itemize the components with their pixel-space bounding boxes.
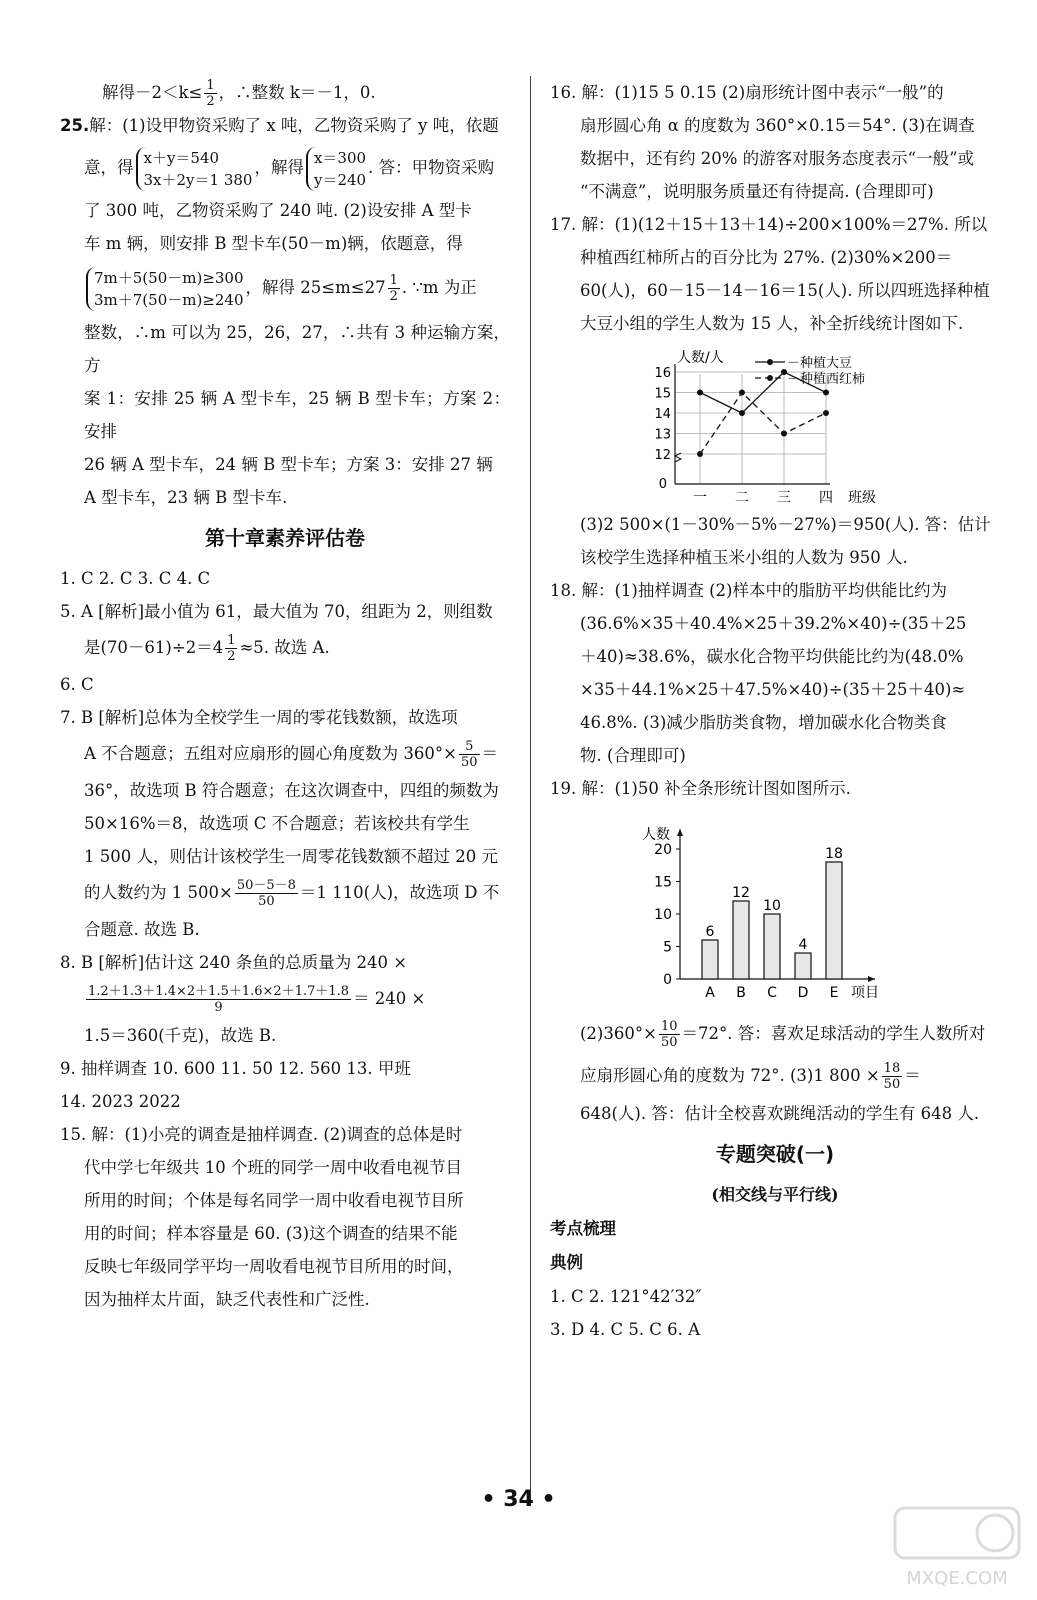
- text-line: 代中学七年级共 10 个班的同学一周中收看电视节目: [84, 1158, 462, 1177]
- text-line: 7. B [解析]总体为全校学生一周的零花钱数额，故选项: [60, 708, 458, 727]
- x-tick-label: A: [705, 985, 715, 1001]
- legend-label: －种植西红柿: [787, 372, 866, 387]
- bar: [826, 862, 842, 979]
- data-point: [823, 410, 829, 416]
- text-line: 60(人)，60－15－14－16＝15(人). 所以四班选择种植: [580, 281, 990, 300]
- x-tick-label: B: [736, 985, 746, 1001]
- bar: [733, 901, 749, 979]
- y-tick-label: 13: [654, 427, 671, 443]
- section-label: 典例: [550, 1253, 583, 1272]
- text-line: 应扇形圆心角的度数为 72°. (3)1 800 × $\frac{18}{50}$ ＝: [580, 1061, 921, 1092]
- answers-9-13: 9. 抽样调查 10. 600 11. 50 12. 560 13. 甲班: [60, 1059, 411, 1078]
- data-point: [697, 451, 703, 457]
- fraction: $\frac{1.2+1.3+1.4\times 2+1.5+1.6\times 2+1.7+1.8}{9}$: [88, 984, 350, 1015]
- answer-14: 14. 2023 2022: [60, 1092, 181, 1111]
- text-line: 16. 解：(1)15 5 0.15 (2)扇形统计图中表示“一般”的: [550, 83, 944, 102]
- text-line: $\frac{1.2+1.3+1.4\times 2+1.5+1.6\times 2+1.7+1.8}{9}$ ＝ 240 ×: [88, 984, 426, 1015]
- text-line: 26 辆 A 型卡车，24 辆 B 型卡车；方案 3：安排 27 辆: [84, 455, 493, 474]
- x-axis-label: 项目: [851, 985, 879, 1001]
- x-axis-label: 班级: [848, 490, 876, 504]
- fraction: $\frac{18}{50}$: [883, 1061, 901, 1092]
- data-point: [697, 390, 703, 396]
- fraction: $\frac{1}{2}$: [206, 78, 215, 109]
- text-line: 19. 解：(1)50 补全条形统计图如图所示.: [550, 779, 851, 798]
- fraction: $\frac{10}{50}$: [660, 1019, 678, 1050]
- right-column: [550, 76, 1000, 1346]
- text-line: “不满意”，说明服务质量还有待提高. (合理即可): [580, 182, 934, 201]
- text-line: ×35＋44.1%×25＋47.5%×40)÷(35＋25＋40)≈: [580, 680, 966, 699]
- text-line: 50×16%＝8，故选项 C 不合题意；若该校共有学生: [84, 814, 470, 833]
- text-line: 车 m 辆，则安排 B 型卡车(50－m)辆，依题意，得: [84, 234, 463, 253]
- x-tick-label: 三: [777, 490, 791, 504]
- data-point: [823, 390, 829, 396]
- bar: [795, 953, 811, 979]
- x-axis-arrow: [868, 976, 875, 982]
- answers-3-6: 3. D 4. C 5. C 6. A: [550, 1320, 701, 1339]
- equation-system: x＋y＝540 3x＋2y＝1 380: [136, 147, 253, 191]
- fraction: $\frac{1}{2}$: [227, 633, 236, 664]
- answer-6: 6. C: [60, 675, 94, 694]
- data-point: [781, 431, 787, 437]
- svg-text:MXQE.COM: MXQE.COM: [906, 1568, 1008, 1589]
- chapter-title: 第十章素养评估卷: [205, 526, 365, 550]
- text-line: 所用的时间；个体是每名同学一周中收看电视节目所: [84, 1191, 464, 1210]
- text-line: 该校学生选择种植玉米小组的人数为 950 人.: [580, 548, 908, 567]
- y-tick-label: 0: [663, 972, 672, 988]
- data-label: 10: [763, 898, 781, 914]
- legend-label: －种植大豆: [787, 356, 853, 371]
- x-tick-label: 二: [735, 490, 749, 504]
- text-line: 物. (合理即可): [580, 746, 686, 765]
- text-line: A 型卡车，23 辆 B 型卡车.: [84, 488, 288, 507]
- text-line: 种植西红柿所占的百分比为 27%. (2)30%×200＝: [580, 248, 953, 267]
- answers-1-2: 1. C 2. 121°42′32″: [550, 1287, 702, 1306]
- text-line: 1.5＝360(千克)，故选 B.: [84, 1026, 277, 1045]
- text-line: 46.8%. (3)减少脂肪类食物，增加碳水化合物类食: [580, 713, 947, 732]
- left-column: [60, 76, 510, 1316]
- text-line: 17. 解：(1)(12＋15＋13＋14)÷200×100%＝27%. 所以: [550, 215, 988, 234]
- text-line: 了 300 吨，乙物资采购了 240 吨. (2)设安排 A 型卡: [84, 201, 472, 220]
- equation-system: x＝300 y＝240: [306, 147, 366, 191]
- text-line: 5. A [解析]最小值为 61，最大值为 70，组距为 2，则组数: [60, 602, 493, 621]
- inequality-system: 7m＋5(50－m)≥300 3m＋7(50－m)≥240: [86, 267, 244, 311]
- text-line: 15. 解：(1)小亮的调查是抽样调查. (2)调查的总体是时: [60, 1125, 463, 1144]
- text-line: 扇形圆心角 α 的度数为 360°×0.15＝54°. (3)在调查: [580, 116, 975, 135]
- topic-subtitle: (相交线与平行线): [711, 1185, 839, 1204]
- y-axis-arrow: [677, 829, 683, 836]
- text-line: 数据中，还有约 20% 的游客对服务态度表示“一般”或: [580, 149, 975, 168]
- bar: [702, 940, 718, 979]
- legend-marker: [767, 375, 773, 381]
- page-number: • 34 •: [481, 1487, 556, 1512]
- text-line: 案 1：安排 25 辆 A 型卡车，25 辆 B 型卡车；方案 2：安排: [84, 389, 510, 441]
- text-line: 因为抽样太片面，缺乏代表性和广泛性.: [84, 1290, 370, 1309]
- text-line: 用的时间；样本容量是 60. (3)这个调查的结果不能: [84, 1224, 458, 1243]
- section-label: 考点梳理: [550, 1219, 616, 1238]
- fraction: $\frac{5}{50}$: [460, 739, 478, 770]
- text-line: 8. B [解析]估计这 240 条鱼的总质量为 240 ×: [60, 953, 408, 972]
- text-line: 648(人). 答：估计全校喜欢跳绳活动的学生有 648 人.: [580, 1104, 980, 1123]
- legend-marker: [767, 359, 773, 365]
- bar: [764, 914, 780, 979]
- y-axis-label: 人数/人: [677, 350, 724, 366]
- x-tick-label: 四: [819, 490, 833, 504]
- y-tick-label: 15: [654, 874, 672, 891]
- column-divider: [530, 76, 531, 1506]
- x-tick-label: E: [829, 985, 839, 1001]
- fraction: $\frac{50-5-8}{50}$: [236, 878, 296, 909]
- text-line: ＋40)≈38.6%，碳水化合物平均供能比约为(48.0%: [580, 647, 964, 666]
- watermark-logo-icon: [887, 1502, 1027, 1592]
- text-line: 的人数约为 1 500× $\frac{50-5-8}{50}$ ＝1 110(人)，故选项 D 不: [84, 878, 500, 909]
- y-tick-label: 14: [654, 407, 671, 422]
- text-line: 大豆小组的学生人数为 15 人，补全折线统计图如下.: [580, 314, 964, 333]
- x-tick-label: 一: [693, 490, 707, 504]
- text-line: 合题意. 故选 B.: [84, 920, 200, 939]
- y-tick-label: 5: [663, 939, 672, 956]
- y-tick-label: 20: [654, 842, 672, 858]
- line-chart: [635, 344, 915, 504]
- data-label: 6: [705, 924, 715, 940]
- data-label: 18: [825, 846, 843, 862]
- text-line: (2)360°× $\frac{10}{50}$ ＝72°. 答：喜欢足球活动的学生人数所对: [580, 1019, 986, 1050]
- x-tick-label: D: [797, 985, 809, 1001]
- answers-1-4: 1. C 2. C 3. C 4. C: [60, 569, 211, 588]
- text-line: (36.6%×35＋40.4%×25＋39.2%×40)÷(35＋25: [580, 614, 967, 633]
- topic-title: 专题突破(一): [715, 1142, 835, 1166]
- y-tick-label: 12: [654, 448, 671, 463]
- data-point: [739, 410, 745, 416]
- q25-inequality-line: 7m＋5(50－m)≥300 3m＋7(50－m)≥240 ，解得 25≤m≤27 $\frac{1}{2}$ . ∵m 为正: [60, 260, 510, 316]
- q25-system-line: 意，得 x＋y＝540 3x＋2y＝1 380 ，解得 x＝300 y＝240 . 答：甲物资采购: [84, 148, 495, 189]
- y-tick-label: 10: [654, 907, 672, 923]
- fraction: $\frac{1}{2}$: [389, 273, 398, 304]
- data-label: 4: [798, 937, 808, 953]
- x-tick-label: C: [767, 985, 777, 1001]
- text-line: (3)2 500×(1－30%－5%－27%)＝950(人). 答：估计: [580, 515, 991, 534]
- text-line: 18. 解：(1)抽样调查 (2)样本中的脂肪平均供能比约为: [550, 581, 947, 600]
- bar-chart: [635, 809, 915, 1009]
- text-line: 是(70－61)÷2＝4 $\frac{1}{2}$ ≈5. 故选 A.: [84, 633, 330, 664]
- y-tick-label: 16: [654, 366, 671, 381]
- data-point: [739, 390, 745, 396]
- text-line: 36°，故选项 B 符合题意；在这次调查中，四组的频数为: [84, 781, 499, 800]
- y-axis-label: 人数: [642, 827, 670, 843]
- y-tick-label: 15: [654, 386, 671, 402]
- text-line: A 不合题意；五组对应扇形的圆心角度数为 360°× $\frac{5}{50}$ ＝: [84, 739, 499, 770]
- text-line: 解得－2＜k≤ $\frac{1}{2}$ ，∴整数 k＝－1，0.: [102, 78, 376, 109]
- text-line: 1 500 人，则估计该校学生一周零花钱数额不超过 20 元: [84, 847, 498, 866]
- y-tick-label: 0: [658, 477, 667, 492]
- q25-line: 25.解：(1)设甲物资采购了 x 吨，乙物资采购了 y 吨，依题: [60, 116, 499, 135]
- data-label: 12: [732, 885, 750, 901]
- text-line: 反映七年级同学平均一周收看电视节目所用的时间，: [84, 1257, 464, 1276]
- text-line: 整数，∴m 可以为 25，26，27，∴共有 3 种运输方案，方: [84, 323, 510, 375]
